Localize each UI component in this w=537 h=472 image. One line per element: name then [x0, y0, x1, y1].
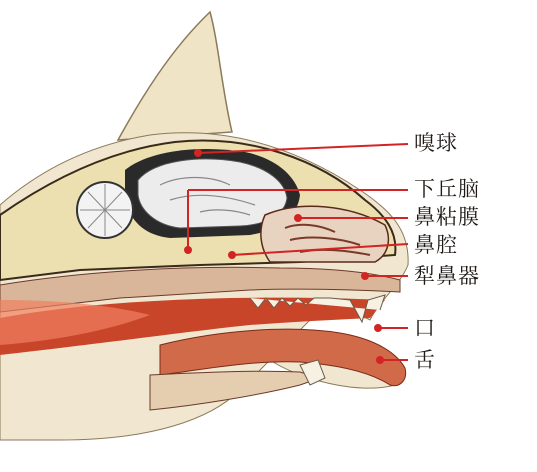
- label-vomeronasal-organ: 犁鼻器: [414, 264, 480, 288]
- label-nasal-cavity: 鼻腔: [414, 233, 458, 257]
- leader-dot-olfactory-bulb: [195, 150, 201, 156]
- leader-dot-nasal-mucosa: [295, 215, 301, 221]
- leader-dot-vomeronasal-organ: [362, 273, 368, 279]
- label-hypothalamus: 下丘脑: [414, 177, 480, 201]
- leader-dot-tongue: [377, 357, 383, 363]
- leader-dot-hypothalamus: [185, 247, 191, 253]
- label-mouth: 口: [414, 316, 436, 340]
- label-nasal-mucosa: 鼻粘膜: [414, 205, 480, 229]
- label-tongue: 舌: [414, 348, 436, 372]
- leader-nasal-cavity: [232, 244, 408, 255]
- label-olfactory-bulb: 嗅球: [414, 131, 458, 155]
- leader-dot-nasal-cavity: [229, 252, 235, 258]
- leader-olfactory-bulb: [198, 144, 408, 153]
- leader-dot-mouth: [375, 325, 381, 331]
